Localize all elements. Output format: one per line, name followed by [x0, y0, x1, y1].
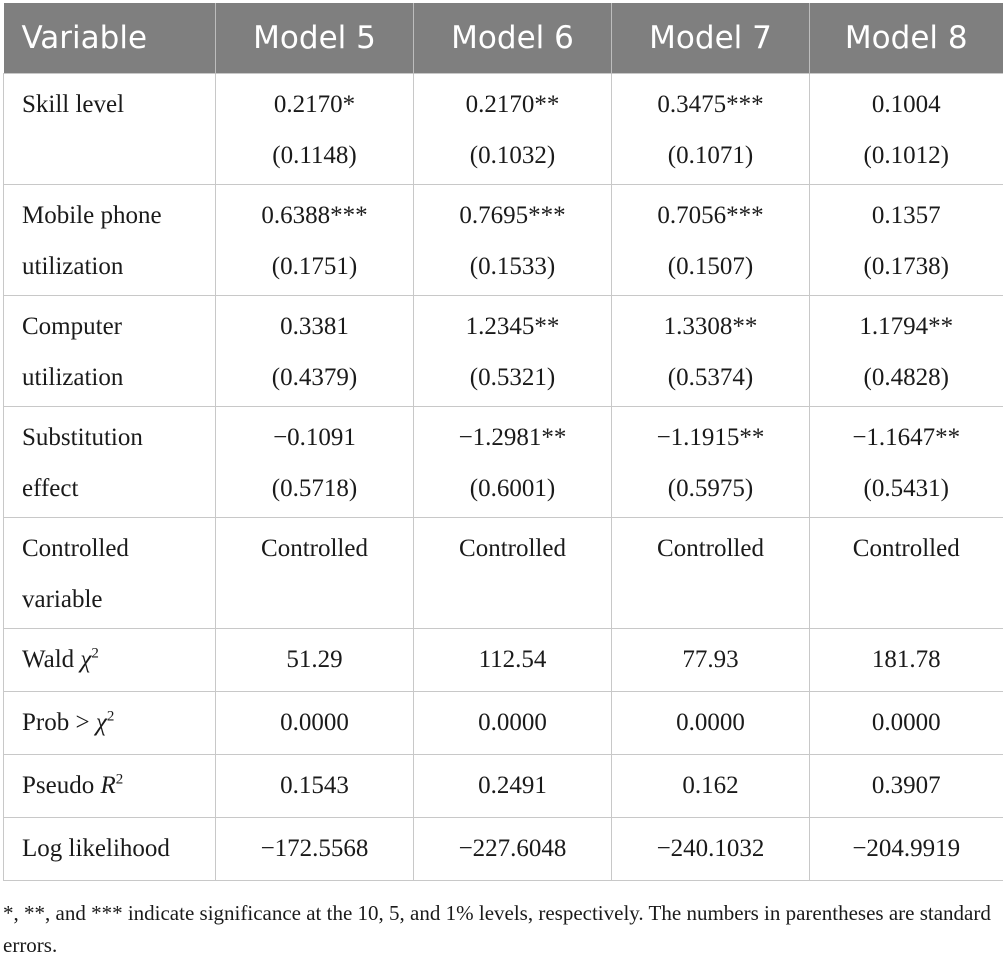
coef-cell — [810, 74, 1003, 185]
std-error: (0.5321) — [469, 364, 556, 391]
variable-label-line — [22, 130, 215, 181]
variable-label-line: Computer — [22, 313, 122, 340]
variable-cell — [4, 185, 216, 296]
header-row — [4, 3, 1003, 74]
std-error: (0.1012) — [863, 142, 949, 169]
coef-cell — [810, 185, 1003, 296]
variable-cell — [4, 74, 216, 185]
coef-cell — [414, 185, 612, 296]
std-error: (0.5431) — [863, 475, 949, 502]
std-error: (0.5718) — [271, 475, 358, 502]
coef-cell — [414, 74, 612, 185]
std-error: (0.1751) — [271, 253, 358, 280]
std-error: (0.1071) — [667, 142, 754, 169]
stat-label-cell — [4, 818, 216, 881]
stat-label-cell — [4, 755, 216, 818]
coefficient: 0.3381 — [280, 313, 349, 340]
coefficient: 1.1794** — [859, 313, 954, 340]
std-error: (0.4828) — [863, 364, 949, 391]
r-symbol: R — [100, 772, 116, 799]
stat-value: 77.93 — [612, 629, 810, 692]
table-row-mobile-phone — [4, 185, 1003, 296]
coef-cell — [612, 407, 810, 518]
table-header — [4, 3, 1003, 74]
coefficient: 0.6388*** — [261, 202, 368, 229]
stat-value: −240.1032 — [612, 818, 810, 881]
table-row-prob — [4, 692, 1003, 755]
controlled-value: Controlled — [459, 535, 566, 562]
stat-label-prefix: Wald — [22, 646, 81, 673]
stat-value: 0.0000 — [810, 692, 1003, 755]
coef-cell — [612, 296, 810, 407]
stat-value: −227.6048 — [414, 818, 612, 881]
coef-cell — [414, 296, 612, 407]
std-error: (0.1148) — [272, 142, 357, 169]
controlled-cell — [414, 518, 612, 629]
regression-table — [3, 3, 1003, 881]
coef-cell — [216, 74, 414, 185]
table-row-computer — [4, 296, 1003, 407]
regression-table-container — [3, 3, 1002, 881]
header-model-8: Model 8 — [810, 3, 1003, 74]
controlled-cell — [810, 518, 1003, 629]
coef-cell — [216, 185, 414, 296]
table-row-log-likelihood — [4, 818, 1003, 881]
coefficient: 0.3475*** — [657, 91, 764, 118]
coefficient: 0.7056*** — [657, 202, 764, 229]
table-row-pseudo-r2 — [4, 755, 1003, 818]
stat-value: 181.78 — [810, 629, 1003, 692]
variable-label-line: utilization — [22, 364, 124, 391]
stat-value: 0.162 — [612, 755, 810, 818]
controlled-cell — [612, 518, 810, 629]
std-error: (0.1738) — [863, 253, 949, 280]
controlled-value: Controlled — [657, 535, 764, 562]
stat-label-cell — [4, 629, 216, 692]
coef-cell — [612, 185, 810, 296]
stat-value: 0.0000 — [414, 692, 612, 755]
chi-symbol: χ — [80, 646, 92, 673]
std-error: (0.4379) — [271, 364, 358, 391]
chi-symbol: χ — [95, 709, 107, 736]
stat-value: −204.9919 — [810, 818, 1003, 881]
variable-label-line: Mobile phone — [22, 202, 162, 229]
coef-cell — [216, 296, 414, 407]
coef-cell — [810, 296, 1003, 407]
coefficient: −0.1091 — [273, 424, 356, 451]
stat-label-prefix: Pseudo — [22, 772, 101, 799]
header-model-5: Model 5 — [216, 3, 414, 74]
table-body — [4, 74, 1003, 881]
stat-value: 0.0000 — [612, 692, 810, 755]
stat-value: 0.1543 — [216, 755, 414, 818]
stat-value: 112.54 — [414, 629, 612, 692]
table-row-substitution — [4, 407, 1003, 518]
std-error: (0.5975) — [667, 475, 754, 502]
std-error: (0.1533) — [469, 253, 556, 280]
stat-label-prefix: Log likelihood — [22, 835, 170, 862]
table-row-wald — [4, 629, 1003, 692]
coefficient: −1.2981** — [458, 424, 567, 451]
std-error: (0.6001) — [469, 475, 556, 502]
variable-label-line: effect — [22, 475, 79, 502]
coefficient: 0.1357 — [871, 202, 941, 229]
coef-cell — [612, 74, 810, 185]
coef-cell — [216, 407, 414, 518]
coefficient: 0.7695*** — [459, 202, 566, 229]
std-error: (0.1032) — [469, 142, 556, 169]
stat-value: 51.29 — [216, 629, 414, 692]
controlled-value: Controlled — [852, 535, 960, 562]
controlled-value: Controlled — [261, 535, 368, 562]
coefficient: −1.1647** — [852, 424, 961, 451]
header-variable: Variable — [4, 3, 216, 74]
header-model-7: Model 7 — [612, 3, 810, 74]
coefficient: −1.1915** — [656, 424, 765, 451]
coef-cell — [810, 407, 1003, 518]
superscript: 2 — [115, 771, 124, 788]
stat-value: 0.2491 — [414, 755, 612, 818]
std-error: (0.5374) — [667, 364, 754, 391]
variable-cell — [4, 518, 216, 629]
variable-label-line: Skill level — [22, 91, 125, 118]
superscript: 2 — [91, 645, 99, 662]
coefficient: 1.2345** — [465, 313, 560, 340]
superscript: 2 — [106, 708, 115, 725]
variable-label-line: Controlled — [22, 535, 129, 562]
variable-label-line: Substitution — [22, 424, 143, 451]
coefficient: 0.1004 — [871, 91, 941, 118]
stat-value: 0.0000 — [216, 692, 414, 755]
stat-value: −172.5568 — [216, 818, 414, 881]
variable-cell — [4, 407, 216, 518]
coefficient: 0.2170* — [273, 91, 356, 118]
variable-label-line: variable — [22, 586, 103, 613]
stat-value: 0.3907 — [810, 755, 1003, 818]
table-row-skill-level — [4, 74, 1003, 185]
coefficient: 0.2170** — [465, 91, 560, 118]
coef-cell — [414, 407, 612, 518]
table-row-controlled — [4, 518, 1003, 629]
std-error: (0.1507) — [667, 253, 754, 280]
variable-label-line: utilization — [22, 253, 124, 280]
table-footnote: *, **, and *** indicate significance at the 10, 5, and 1% levels, respectively. The numbers in parentheses are standard errors. — [3, 901, 991, 957]
stat-label-prefix: Prob > — [22, 709, 96, 736]
coefficient: 1.3308** — [663, 313, 758, 340]
variable-cell — [4, 296, 216, 407]
stat-label-cell — [4, 692, 216, 755]
header-model-6: Model 6 — [414, 3, 612, 74]
controlled-cell — [216, 518, 414, 629]
